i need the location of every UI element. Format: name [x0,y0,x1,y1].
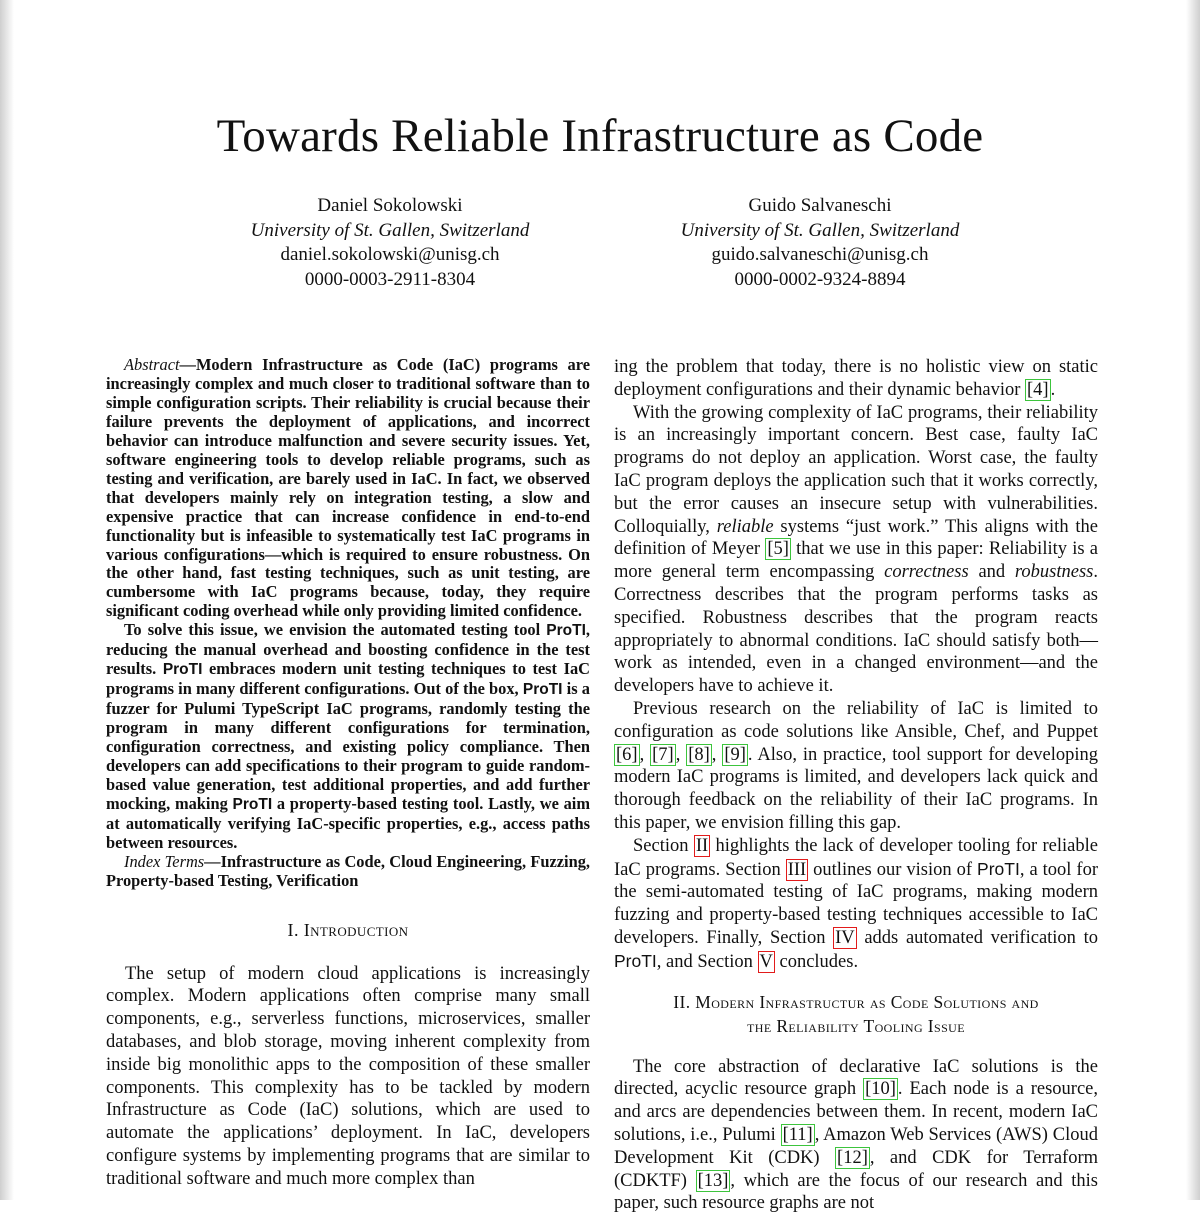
paper-title: Towards Reliable Infrastructure as Code [216,110,984,162]
citation-link[interactable]: [5] [767,539,789,560]
intro-paragraph-continued: ing the problem that today, there is no holistic view on static deployment configurations and their dynamic behavior [4] . [614,357,1098,400]
citation-link[interactable]: [12] [837,1147,868,1168]
page-edge-shadow-right [1186,0,1200,1200]
intro-paragraph-previous-research: Previous research on the reliability of IaC is limited to configuration as code solutions like Ansible, Chef, and Puppet [6] , [7] , [8] , [9] . Also, in practice, tool support for developing modern IaC programs is limited, and developers lack quick and thorough feedback on the reliability of their IaC programs. In this paper, we envision filling this gap. [614,698,1098,833]
author-email[interactable]: daniel.sokolowski@unisg.ch [280,244,500,265]
intro-paragraph-outline: Section II highlights the lack of developer tooling for reliable IaC programs. Section III outlines our vision of ProTI, a tool for the semi-automated testing of IaC programs, making modern fuzzing and property-based testing techniques accessible to IaC developers. Finally, Section IV adds automated verification to ProTI, and Section V concludes. [614,835,1099,972]
citation-link[interactable]: [4] [1027,379,1049,400]
tool-name: ProTI [232,795,273,813]
abstract-paragraph-1: Abstract—Modern Infrastructure as Code (IaC) programs are increasingly complex and much closer to traditional software than to simple configuration scripts. Their reliability is crucial because their failure prevents the deployment of applications, and incorrect behavior can introduce malfunction and severe security issues. Yet, software engineering tools to develop reliable programs, such as testing and verification, are barely used in IaC. In fact, we observed that developers mainly rely on integration testing, a slow and expensive practice that can increase confidence in end-to-end functionality but is infeasible to systematically test IaC programs in various configurations—which is required to ensure robustness. On the other hand, fast testing techniques, such as unit testing, are cumbersome with IaC programs because, today, they require significant coding overhead while only providing limited confidence. [106,355,590,621]
author-name: Guido Salvaneschi [748,195,892,216]
introduction-body [106,963,590,1191]
author-affiliation: University of St. Gallen, Switzerland [250,219,530,241]
section-heading-introduction: I. Introduction [287,919,409,940]
section-ref-link[interactable]: II [695,835,709,856]
tool-name: ProTI [614,950,657,971]
author-name: Daniel Sokolowski [317,195,463,216]
author-orcid: 0000-0002-9324-8894 [734,268,906,290]
citation-link[interactable]: [11] [782,1124,813,1145]
section-ref-link[interactable]: V [759,951,773,972]
author-email[interactable]: guido.salvaneschi@unisg.ch [711,244,929,265]
citation-link[interactable]: [9] [724,744,746,765]
author-affiliation: University of St. Gallen, Switzerland [680,219,960,241]
section-ref-link[interactable]: IV [835,927,855,948]
citation-link[interactable]: [8] [688,744,710,765]
citation-link[interactable]: [7] [652,744,674,765]
citation-link[interactable]: [13] [697,1170,729,1191]
intro-paragraph-1: The setup of modern cloud applications is increasingly complex. Modern applications often comprise many small components, e.g., serverless functions, microservices, smaller databases, and blob storage, moving inherent complexity from inside big monolithic apps to the composition of these smaller components. This complexity has to be tackled by modern Infrastructure as Code (IaC) solutions, which are used to automate the applications’ deployment. In IaC, developers configure systems by implementing programs that are similar to traditional software and much more complex than [106,963,590,1189]
abstract-text: Modern Infrastructure as Code (IaC) programs are increasingly complex and much closer to traditional software than to simple configuration scripts. Their reliability is crucial because their failure prevents the deployment of applications, and incorrect behavior can introduce malfunction and severe security issues. Yet, software engineering tools to develop reliable programs, such as testing and verification, are barely used in IaC. In fact, we observed that developers mainly rely on integration testing, a slow and expensive practice that can increase confidence in end-to-end functionality but is infeasible to systematically test IaC programs in various configurations—which is required to ensure robustness. On the other hand, fast testing techniques, such as unit testing, are cumbersome with IaC programs because, today, they require significant coding overhead while only providing limited confidence. [106,355,590,621]
author-orcid: 0000-0003-2911-8304 [304,268,476,290]
tool-name: ProTI [546,622,586,640]
tool-name: ProTI [522,681,563,699]
index-terms-label: Index Terms [124,851,205,871]
intro-paragraph-reliability: With the growing complexity of IaC programs, their reliability is an increasingly important concern. Best case, faulty IaC programs do not deploy an application. Worst case, the faulty IaC program deploys the application such that it works correctly, but the error causes an insecure setup with vulnerabilities. Colloquially, reliable systems “just work.” This aligns with the definition of Meyer [5] that we use in this paper: Reliability is a more general term encompassing correctness and robustness. Correctness describes that the program performs tasks as specified. Robustness describes that the program reacts appropriately to abnormal conditions. IaC should satisfy both—work as intended, even in a changed environment—and the developers have to achieve it. [614,402,1099,697]
abstract-paragraph-2: To solve this issue, we envision the automated testing tool ProTI, reducing the manual overhead and boosting confidence in the test results. ProTI embraces modern unit testing techniques to test IaC programs in many different configurations. Out of the box, ProTI is a fuzzer for Pulumi TypeScript IaC programs, randomly testing the program in many different configurations for termination, configuration correctness, and existing policy compliance. Then developers can add specifications to their program to guide random-based value generation, test additional properties, and add further mocking, making ProTI a property-based testing tool. Lastly, we aim at automatically verifying IaC-specific properties, e.g., access paths between resources. [106,620,590,852]
author-block-1 [180,194,600,292]
page-edge-shadow-left [0,0,14,1200]
citation-link[interactable]: [10] [865,1079,896,1100]
abstract [106,356,590,891]
citation-link[interactable]: [6] [616,744,638,765]
tool-name: ProTI [162,661,203,679]
abstract-label: Abstract [124,355,180,374]
index-terms: Index Terms—Infrastructure as Code, Cloud Engineering, Fuzzing, Property-based Testing, Verification [106,851,590,890]
left-column [106,356,590,1191]
section-heading-2: II. Modern Infrastructur as Code Solutions and the Reliability Tooling Issue [673,991,1039,1036]
right-column [614,356,1098,1215]
tool-name: ProTI [977,858,1020,879]
section-2-paragraph-1: The core abstraction of declarative IaC solutions is the directed, acyclic resource graph [10] . Each node is a resource, and arcs are dependencies between them. In recent, modern IaC solutions, i.e., Pulumi [11] , Amazon Web Services (AWS) Cloud Development Kit (CDK) [12] , and CDK for Terraform (CDKTF) [13] , which are the focus of our research and this paper, such resource graphs are not [614,1056,1098,1214]
section-ref-link[interactable]: III [787,859,807,880]
author-block-2 [610,194,1030,292]
